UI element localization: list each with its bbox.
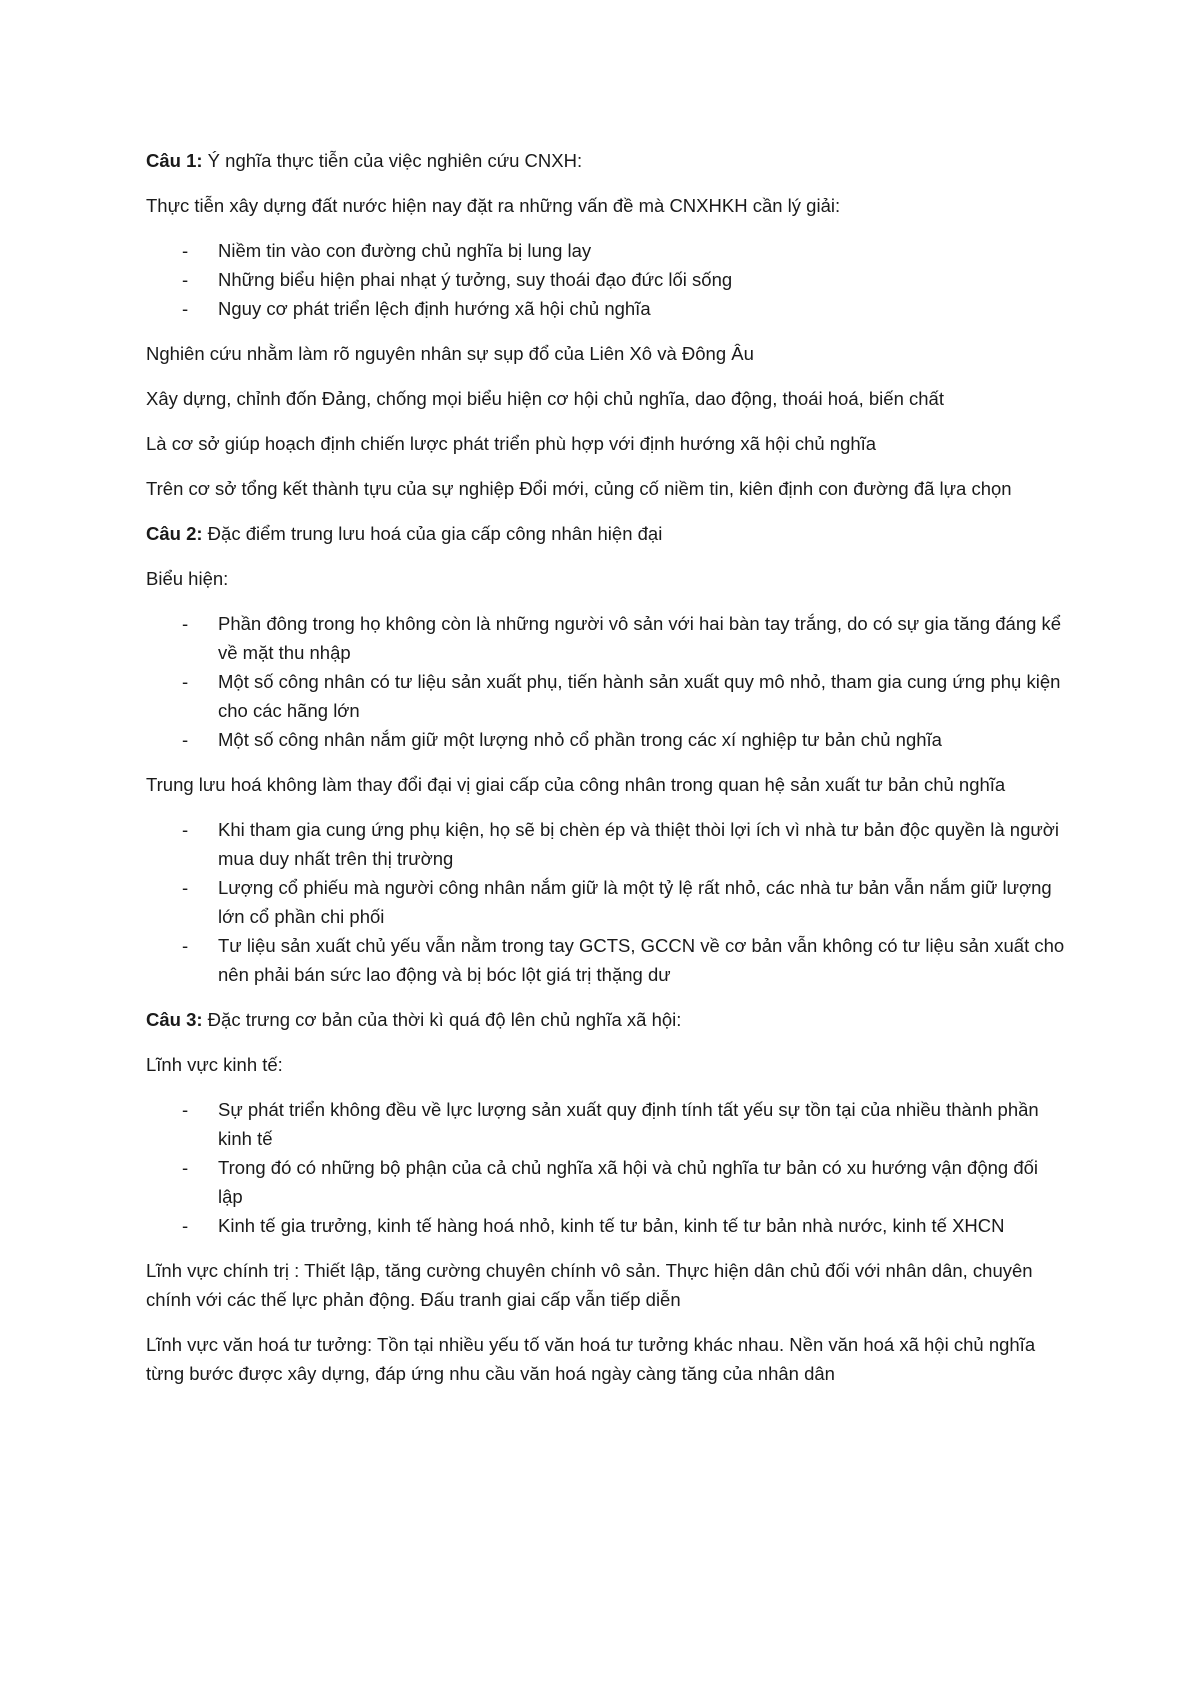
list-item <box>146 1153 1066 1211</box>
question-2-heading <box>146 519 1066 548</box>
list-item <box>146 609 1066 667</box>
list-item-text: Trong đó có những bộ phận của cả chủ nghĩa xã hội và chủ nghĩa tư bản có xu hướng vận động đối lập <box>218 1157 1039 1207</box>
dash-marker: - <box>182 729 189 750</box>
dash-marker: - <box>182 1215 189 1236</box>
list-item-text: Tư liệu sản xuất chủ yếu vẫn nằm trong tay GCTS, GCCN về cơ bản vẫn không có tư liệu sản xuất cho nên phải bán sức lao động và bị bóc lột giá trị thặng dư <box>218 935 1065 985</box>
list-item-text: Niềm tin vào con đường chủ nghĩa bị lung lay <box>218 240 592 261</box>
list-item <box>146 725 1066 754</box>
dash-marker: - <box>182 1157 189 1178</box>
question-3-label: Câu 3: <box>146 1009 203 1030</box>
question-1-title: Ý nghĩa thực tiễn của việc nghiên cứu CNXH: <box>202 150 583 171</box>
list-item <box>146 1211 1066 1240</box>
paragraph: Là cơ sở giúp hoạch định chiến lược phát triển phù hợp với định hướng xã hội chủ nghĩa <box>146 433 877 454</box>
paragraph: Trung lưu hoá không làm thay đổi đại vị giai cấp của công nhân trong quan hệ sản xuất tư bản chủ nghĩa <box>146 774 1006 795</box>
question-1-label: Câu 1: <box>146 150 203 171</box>
list-item-text: Sự phát triển không đều về lực lượng sản xuất quy định tính tất yếu sự tồn tại của nhiều thành phần kinh tế <box>218 1099 1039 1149</box>
list-item <box>146 294 1066 323</box>
dash-marker: - <box>182 1099 189 1120</box>
q2-bullet-list-2 <box>146 815 1066 989</box>
dash-marker: - <box>182 877 189 898</box>
dash-marker: - <box>182 240 189 261</box>
q2-intro: Biểu hiện: <box>146 568 229 589</box>
question-2-title: Đặc điểm trung lưu hoá của gia cấp công nhân hiện đại <box>202 523 663 544</box>
list-item-text: Kinh tế gia trưởng, kinh tế hàng hoá nhỏ, kinh tế tư bản, kinh tế tư bản nhà nước, kinh tế XHCN <box>218 1215 1005 1236</box>
dash-marker: - <box>182 671 189 692</box>
list-item-text: Những biểu hiện phai nhạt ý tưởng, suy thoái đạo đức lối sống <box>218 269 733 290</box>
paragraph: Lĩnh vực chính trị : Thiết lập, tăng cường chuyên chính vô sản. Thực hiện dân chủ đối với nhân dân, chuyên chính với các thế lực phản động. Đấu tranh giai cấp vẫn tiếp diễn <box>146 1260 1033 1310</box>
list-item-text: Một số công nhân nắm giữ một lượng nhỏ cổ phần trong các xí nghiệp tư bản chủ nghĩa <box>218 729 942 750</box>
list-item-text: Một số công nhân có tư liệu sản xuất phụ, tiến hành sản xuất quy mô nhỏ, tham gia cung ứng phụ kiện cho các hãng lớn <box>218 671 1061 721</box>
question-2-label: Câu 2: <box>146 523 203 544</box>
paragraph: Lĩnh vực văn hoá tư tưởng: Tồn tại nhiều yếu tố văn hoá tư tưởng khác nhau. Nền văn hoá xã hội chủ nghĩa từng bước được xây dựng, đáp ứng nhu cầu văn hoá ngày càng tăng của nhân dân <box>146 1334 1036 1384</box>
list-item <box>146 931 1066 989</box>
list-item <box>146 815 1066 873</box>
list-item <box>146 873 1066 931</box>
list-item <box>146 265 1066 294</box>
dash-marker: - <box>182 819 189 840</box>
list-item-text: Lượng cổ phiếu mà người công nhân nắm giữ là một tỷ lệ rất nhỏ, các nhà tư bản vẫn nắm giữ lượng lớn cổ phần chi phối <box>218 877 1052 927</box>
list-item-text: Nguy cơ phát triển lệch định hướng xã hội chủ nghĩa <box>218 298 651 319</box>
question-1-heading <box>146 146 1066 175</box>
question-3-title: Đặc trưng cơ bản của thời kì quá độ lên chủ nghĩa xã hội: <box>202 1009 682 1030</box>
q2-bullet-list <box>146 609 1066 754</box>
dash-marker: - <box>182 298 189 319</box>
dash-marker: - <box>182 935 189 956</box>
paragraph: Trên cơ sở tổng kết thành tựu của sự nghiệp Đổi mới, củng cố niềm tin, kiên định con đường đã lựa chọn <box>146 478 1012 499</box>
question-3-heading <box>146 1005 1066 1034</box>
q3-bullet-list <box>146 1095 1066 1240</box>
list-item <box>146 236 1066 265</box>
dash-marker: - <box>182 269 189 290</box>
paragraph: Nghiên cứu nhằm làm rõ nguyên nhân sự sụp đổ của Liên Xô và Đông Âu <box>146 343 754 364</box>
q3-intro: Lĩnh vực kinh tế: <box>146 1054 283 1075</box>
list-item <box>146 667 1066 725</box>
list-item <box>146 1095 1066 1153</box>
list-item-text: Khi tham gia cung ứng phụ kiện, họ sẽ bị chèn ép và thiệt thòi lợi ích vì nhà tư bản độc quyền là người mua duy nhất trên thị trường <box>218 819 1059 869</box>
dash-marker: - <box>182 613 189 634</box>
q1-bullet-list <box>146 236 1066 323</box>
paragraph: Xây dựng, chỉnh đốn Đảng, chống mọi biểu hiện cơ hội chủ nghĩa, dao động, thoái hoá, biến chất <box>146 388 944 409</box>
list-item-text: Phần đông trong họ không còn là những người vô sản với hai bàn tay trắng, do có sự gia tăng đáng kể về mặt thu nhập <box>218 613 1062 663</box>
q1-intro: Thực tiễn xây dựng đất nước hiện nay đặt ra những vấn đề mà CNXHKH cần lý giải: <box>146 195 841 216</box>
document-page <box>146 146 1066 1404</box>
